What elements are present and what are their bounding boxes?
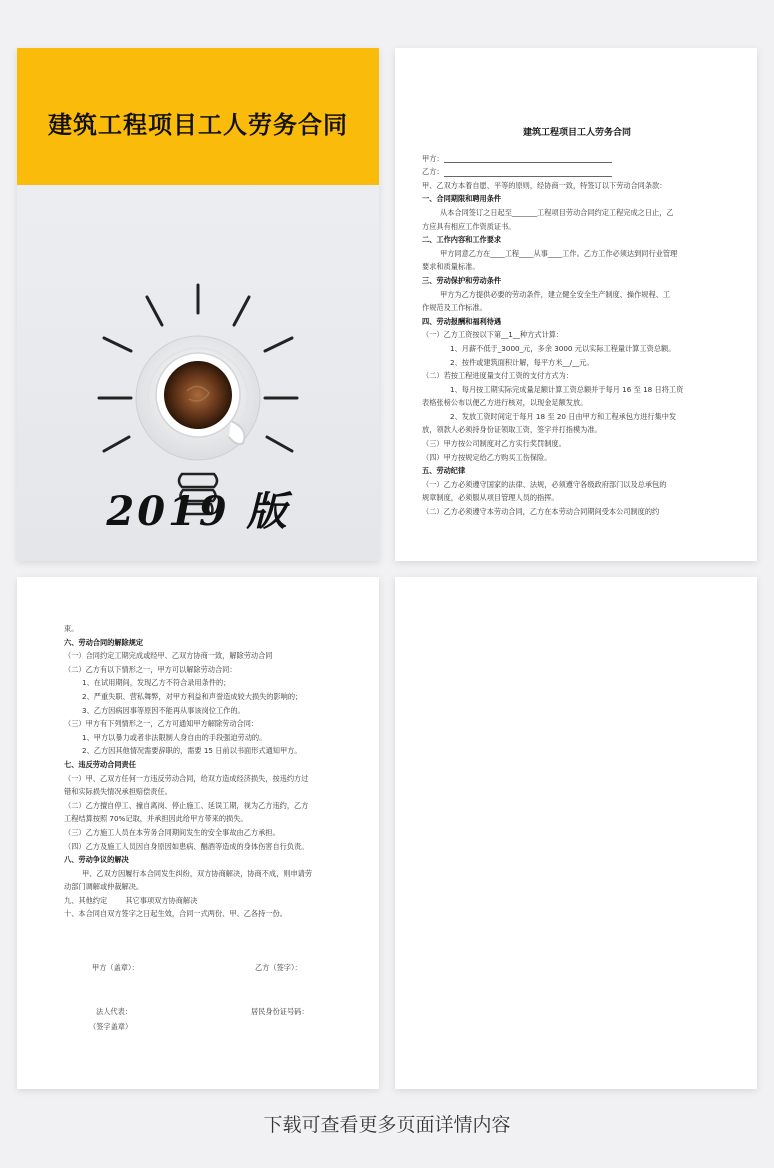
- clause-line: 甲方同意乙方在____工程____从事____工作。乙方工作必须达到同行业管理: [440, 248, 678, 258]
- document-page-2: [17, 577, 379, 1089]
- clause-line: （二）乙方必须遵守本劳动合同，乙方在本劳动合同期间受本公司制度的约: [422, 507, 660, 517]
- clause-line: （二）若按工程进度量支付工资的支付方式为：: [422, 371, 573, 381]
- party-b-signature-label: 乙方（签字）：: [255, 963, 302, 972]
- party-a-signature-label: 甲方（盖章）：: [92, 963, 139, 972]
- clause-line: （四）乙方及施工人员因自身原因如患病、酗酒等造成的身体伤害自行负责。: [64, 841, 309, 851]
- blank-page: [395, 577, 757, 1089]
- clause-line: 从本合同签订之日起至_______工程项目劳动合同约定工程完成之日止，乙: [440, 207, 674, 217]
- clause-line: 甲、乙双方因履行本合同发生纠纷，双方协商解决，协商不成，则申请劳: [82, 868, 313, 878]
- clause-line: 工程结算按照 70%记取，并承担因此给甲方带来的损失。: [64, 814, 248, 824]
- legal-rep-label: 法人代表：: [96, 1007, 132, 1016]
- clause-line: （四）甲方按规定给乙方购买工伤保险。: [422, 452, 552, 462]
- section-heading: 四、劳动报酬和福利待遇: [422, 316, 502, 326]
- party-b-field: [422, 165, 732, 179]
- clause-line: （三）乙方施工人员在本劳务合同期间发生的安全事故由乙方承担。: [64, 827, 280, 837]
- clause-line: 方应具有相应工作资质证书。: [422, 221, 516, 231]
- clause-line: 甲方为乙方提供必要的劳动条件，建立健全安全生产制度、操作规程、工: [440, 289, 671, 299]
- clause-line: 2、乙方因其他情况需要辞职的，需要 15 日前以书面形式通知甲方。: [82, 746, 302, 756]
- clause-line: （一）甲、乙双方任何一方违反劳动合同，给双方造成经济损失，按违约方过: [64, 773, 309, 783]
- clause-line: 规章制度，必须服从项目管理人员的指挥。: [422, 493, 559, 503]
- party-b-label: 乙方：: [422, 167, 444, 177]
- section-heading: 三、劳动保护和劳动条件: [422, 275, 502, 285]
- clause-line: 1、月薪不低于_3000_元，多余 3000 元以实际工程量计算工资总额。: [450, 343, 676, 353]
- clause-line: 2、发放工资时间定于每月 18 至 20 日由甲方和工程承包方进行集中发: [450, 411, 677, 421]
- party-b-line: [444, 168, 612, 177]
- id-number-label: 居民身份证号码：: [251, 1007, 309, 1016]
- clause-line: 2、按件或建筑面积计解，每平方米__/__元。: [450, 357, 594, 367]
- section-heading: 二、工作内容和工作要求: [422, 235, 502, 245]
- cover-year: 2019 版: [106, 488, 290, 535]
- clause-line: 要求和质量标准。: [422, 262, 480, 272]
- clause-line: 甲、乙双方本着自愿、平等的原则，经协商一致，特签订以下劳动合同条款：: [422, 180, 667, 190]
- cover-title: 建筑工程项目工人劳务合同: [48, 111, 348, 139]
- clause-line: 1、甲方以暴力或者非法限制人身自由的手段强迫劳动的。: [82, 732, 267, 742]
- party-a-label: 甲方：: [422, 153, 444, 163]
- clause-line: 十、本合同自双方签字之日起生效，合同一式两份、甲、乙各持一份。: [64, 909, 287, 919]
- clause-line: （三）甲方按公司制度对乙方实行奖罚制度。: [422, 439, 566, 449]
- footer-caption: 下载可查看更多页面详情内容: [263, 1114, 511, 1136]
- clause-line: （一）合同约定工期完成或经甲、乙双方协商一致，解除劳动合同: [64, 651, 273, 661]
- document-page-1: [395, 48, 757, 561]
- clause-line: 九、其他约定 其它事项双方协商解决: [64, 895, 198, 905]
- page-1-body: [422, 127, 732, 519]
- clause-line: 1、在试用期间，发现乙方不符合录用条件的；: [82, 678, 231, 688]
- document-title: 建筑工程项目工人劳务合同: [522, 128, 631, 138]
- clause-line: 放，领款人必须持身份证领取工资，签字并打指模为准。: [422, 425, 602, 435]
- clause-line: 表格张榜公布以便乙方进行核对，以现金足额发放。: [422, 398, 588, 408]
- clause-line: （一）乙方必须遵守国家的法律、法规，必须遵守各级政府部门以及总承包的: [422, 479, 667, 489]
- section-heading: 八、劳动争议的解决: [64, 855, 129, 865]
- clause-line: 动部门调解或仲裁解决。: [64, 882, 144, 892]
- clause-line: 错和实际损失情况承担赔偿责任。: [64, 787, 172, 797]
- section-heading: 五、劳动纪律: [422, 466, 466, 476]
- clause-line: 束。: [64, 624, 79, 633]
- clause-line: （三）甲方有下列情形之一，乙方可通知甲方解除劳动合同：: [64, 719, 259, 729]
- clause-line: 1、每月按工期实际完成量足额计算工资总额并于每月 16 至 18 日将工资: [450, 384, 684, 394]
- cover-page: [17, 48, 379, 561]
- clause-line: （二）乙方擅自停工、撞自离岗、停止施工、延误工期，视为乙方违约，乙方: [64, 800, 309, 810]
- clause-line: （二）乙方有以下情形之一，甲方可以解除劳动合同：: [64, 664, 237, 674]
- section-heading: 七、违反劳动合同责任: [64, 759, 136, 769]
- clause-line: 作规范及工作标准。: [422, 303, 487, 313]
- page-2-clauses: [64, 622, 352, 921]
- sign-seal-label: （签字盖章）: [89, 1022, 133, 1031]
- clause-line: 3、乙方因病因事等原因不能再从事该岗位工作的。: [82, 705, 245, 715]
- section-heading: 六、劳动合同的解除规定: [64, 637, 144, 647]
- clause-line: （一）乙方工资按以下第__1__种方式计算：: [422, 330, 564, 340]
- clause-line: 2、严重失职、营私舞弊，对甲方利益和声誉造成较大损失的影响的；: [82, 691, 303, 701]
- page-2-body: [64, 622, 352, 921]
- party-a-field: [422, 152, 732, 166]
- party-a-line: [444, 154, 612, 163]
- page-1-clauses: [422, 179, 732, 519]
- section-heading: 一、合同期限和聘用条件: [422, 194, 502, 204]
